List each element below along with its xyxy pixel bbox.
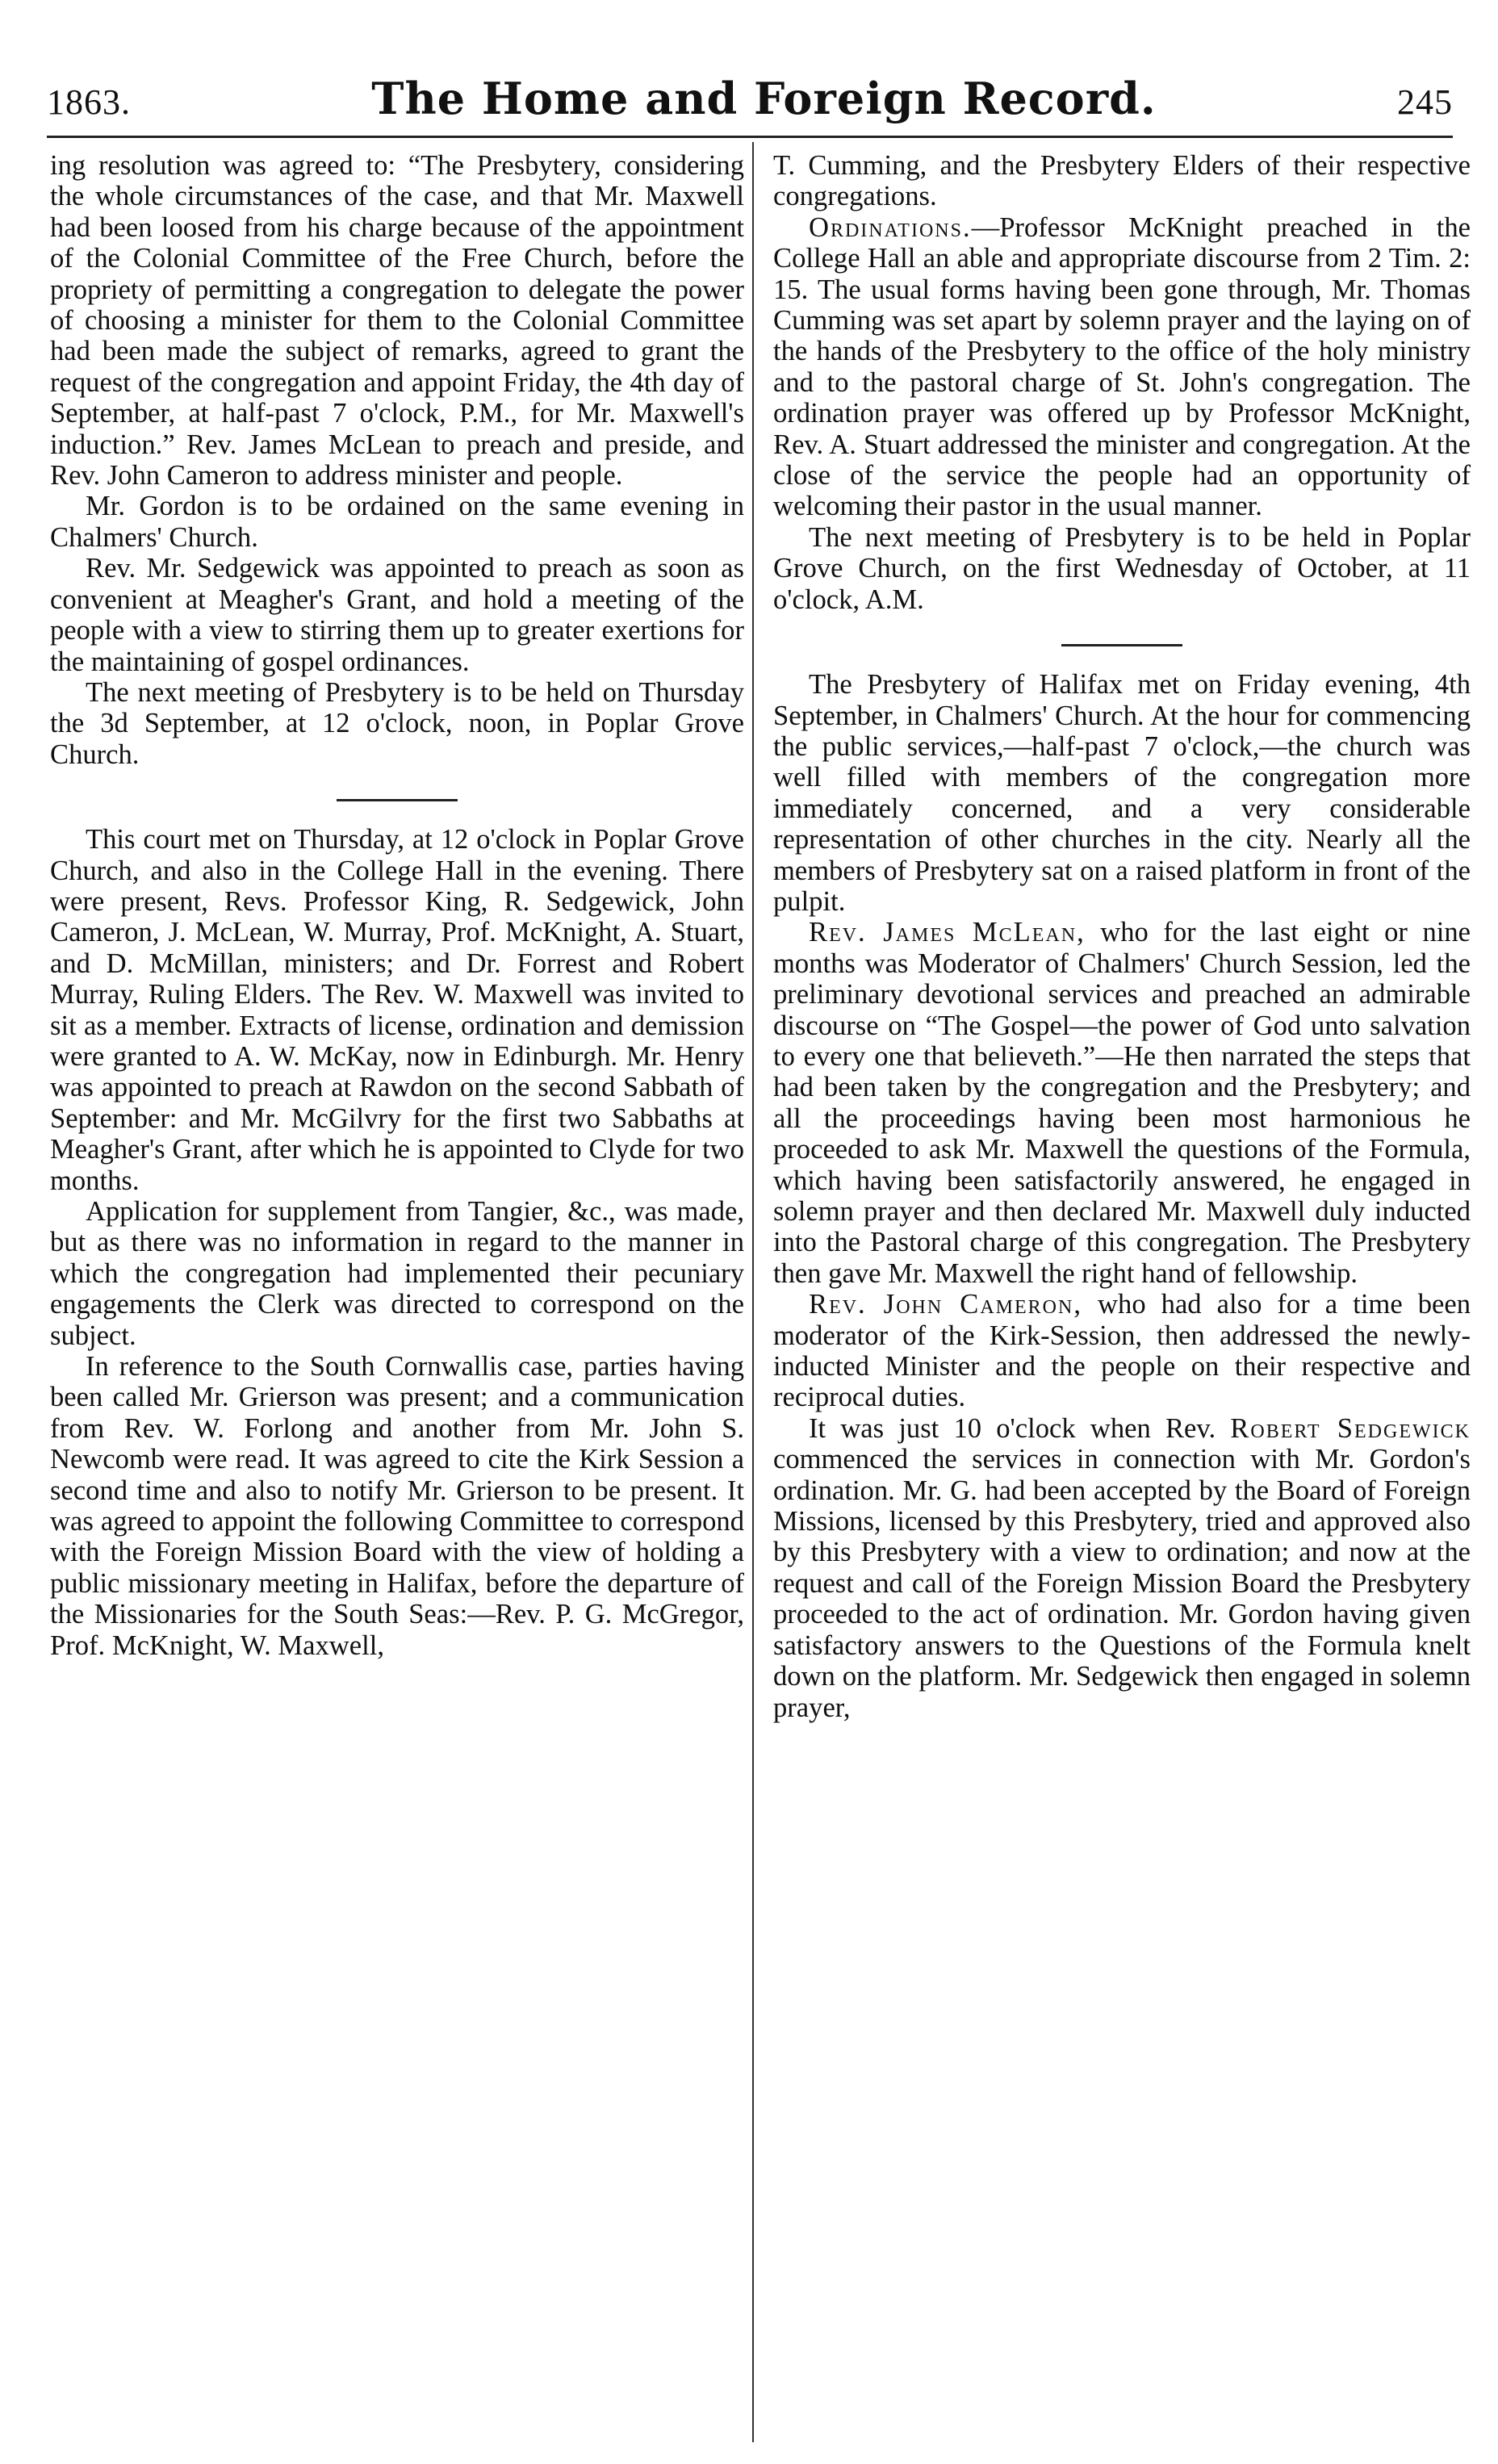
- running-header: [47, 73, 1453, 129]
- paragraph: The next meeting of Presbytery is to be held in Poplar Grove Church, on the first Wednesday of October, at 11 o'clock, A.M.: [773, 521, 1471, 615]
- paragraph: In reference to the South Cornwallis case, parties having been called Mr. Grierson was present; and a communication from Rev. W. Forlong and another from Mr. John S. Newcomb were read. It was agreed to cite the Kirk Session a second time and also to notify Mr. Grierson to be present. It was agreed to appoint the following Committee to correspond with the Foreign Mission Board with the view of holding a public missionary meeting in Halifax, before the departure of the Missionaries for the South Seas:—Rev. P. G. McGregor, Prof. McKnight, W. Maxwell,: [50, 1351, 744, 1661]
- header-year: 1863.: [47, 82, 131, 122]
- paragraph: Rev. Mr. Sedgewick was appointed to preach as soon as convenient at Meagher's Grant, and hold a meeting of the people with a view to stirring them up to greater exertions for the maintaining of gospel ordinances.: [50, 553, 744, 677]
- paragraph-text: commenced the services in connection with Mr. Gordon's ordination. Mr. G. had been accepted by the Board of Foreign Missions, licensed by this Presbytery, tried and approved also by this Presbytery with a view to ordination; and now at the request and call of the Foreign Mission Board the Presbytery proceeded to the act of ordination. Mr. Gordon having given satisfactory answers to the Questions of the Formula knelt down on the platform. Mr. Sedgewick then engaged in solemn prayer,: [773, 1444, 1471, 1723]
- left-column: [50, 150, 744, 1661]
- column-divider: [752, 142, 754, 2442]
- paragraph: Mr. Gordon is to be ordained on the same evening in Chalmers' Church.: [50, 491, 744, 553]
- header-rule: [47, 136, 1453, 138]
- paragraph-text: who had also for a time been moderator of the Kirk-Session, then addressed the newly-inducted Minister and the people on their respective and reciprocal duties.: [773, 1289, 1471, 1413]
- page-number: 245: [1396, 82, 1453, 122]
- paragraph: T. Cumming, and the Presbytery Elders of their respective congregations.: [773, 150, 1471, 212]
- paragraph: The next meeting of Presbytery is to be held on Thursday the 3d September, at 12 o'clock, noon, in Poplar Grove Church.: [50, 676, 744, 770]
- paragraph: [773, 1413, 1471, 1723]
- paragraph-text: who for the last eight or nine months was Moderator of Chalmers' Church Session, led the preliminary devotional services and preached an admirable discourse on “The Gospel—the power of God unto salvation to every one that believeth.”—He then narrated the steps that had been taken by the congregation and the Presbytery; and all the proceedings having been most harmonious he proceeded to ask Mr. Maxwell the questions of the Formula, which having been satisfactorily answered, he engaged in solemn prayer and then declared Mr. Maxwell duly inducted into the Pastoral charge of this congregation. The Presbytery then gave Mr. Maxwell the right hand of fellowship.: [773, 917, 1471, 1289]
- person-name: Rev. John Cameron,: [809, 1289, 1082, 1320]
- paragraph: [773, 917, 1471, 1289]
- section-heading: Ordinations.: [809, 211, 972, 243]
- paragraph: This court met on Thursday, at 12 o'clock in Poplar Grove Church, and also in the College Hall in the evening. There were present, Revs. Professor King, R. Sedgewick, John Cameron, J. McLean, W. Murray, Prof. McKnight, A. Stuart, and D. McMillan, ministers; and Dr. Forrest and Robert Murray, Ruling Elders. The Rev. W. Maxwell was invited to sit as a member. Extracts of license, ordination and demission were granted to A. W. McKay, now in Edinburgh. Mr. Henry was appointed to preach at Rawdon on the second Sabbath of September: and Mr. McGilvry for the first two Sabbaths at Meagher's Grant, after which he is appointed to Clyde for two months.: [50, 824, 744, 1196]
- paragraph-text: It was just 10 o'clock when Rev.: [809, 1412, 1231, 1444]
- paragraph: Application for supplement from Tangier, &c., was made, but as there was no information in regard to the manner in which the congregation had implemented their pecuniary engagements the Clerk was directed to correspond on the subject.: [50, 1196, 744, 1351]
- paragraph: ing resolution was agreed to: “The Presbytery, considering the whole circumstances of the case, and that Mr. Maxwell had been loosed from his charge because of the appointment of the Colonial Committee of the Free Church, before the propriety of permitting a congregation to delegate the power of choosing a minister for them to the Colonial Committee had been made the subject of remarks, agreed to grant the request of the congregation and appoint Friday, the 4th day of September, at half-past 7 o'clock, P.M., for Mr. Maxwell's induction.” Rev. James McLean to preach and preside, and Rev. John Cameron to address minister and people.: [50, 150, 744, 492]
- journal-title: The Home and Foreign Record.: [371, 73, 1157, 124]
- person-name: Robert Sedgewick: [1230, 1412, 1471, 1444]
- paragraph: The Presbytery of Halifax met on Friday evening, 4th September, in Chalmers' Church. At the hour for commencing the public services,—half-past 7 o'clock,—the church was well filled with members of the congregation more immediately concerned, and a very considerable representation of other churches in the city. Nearly all the members of Presbytery sat on a raised platform in front of the pulpit.: [773, 669, 1471, 917]
- paragraph: [773, 1289, 1471, 1413]
- paragraph-text: —Professor McKnight preached in the College Hall an able and appropriate discourse from 2 Tim. 2: 15. The usual forms having been gone through, Mr. Thomas Cumming was set apart by solemn prayer and the laying on of the hands of the Presbytery to the office of the holy ministry and to the pastoral charge of St. John's congregation. The ordination prayer was offered up by Professor McKnight, Rev. A. Stuart addressed the minister and congregation. At the close of the service the people had an opportunity of welcoming their pastor in the usual manner.: [773, 211, 1471, 522]
- section-separator: [1061, 644, 1182, 646]
- section-separator: [337, 799, 458, 801]
- right-column: [773, 150, 1471, 1723]
- paragraph: [773, 212, 1471, 522]
- person-name: Rev. James McLean,: [809, 917, 1086, 948]
